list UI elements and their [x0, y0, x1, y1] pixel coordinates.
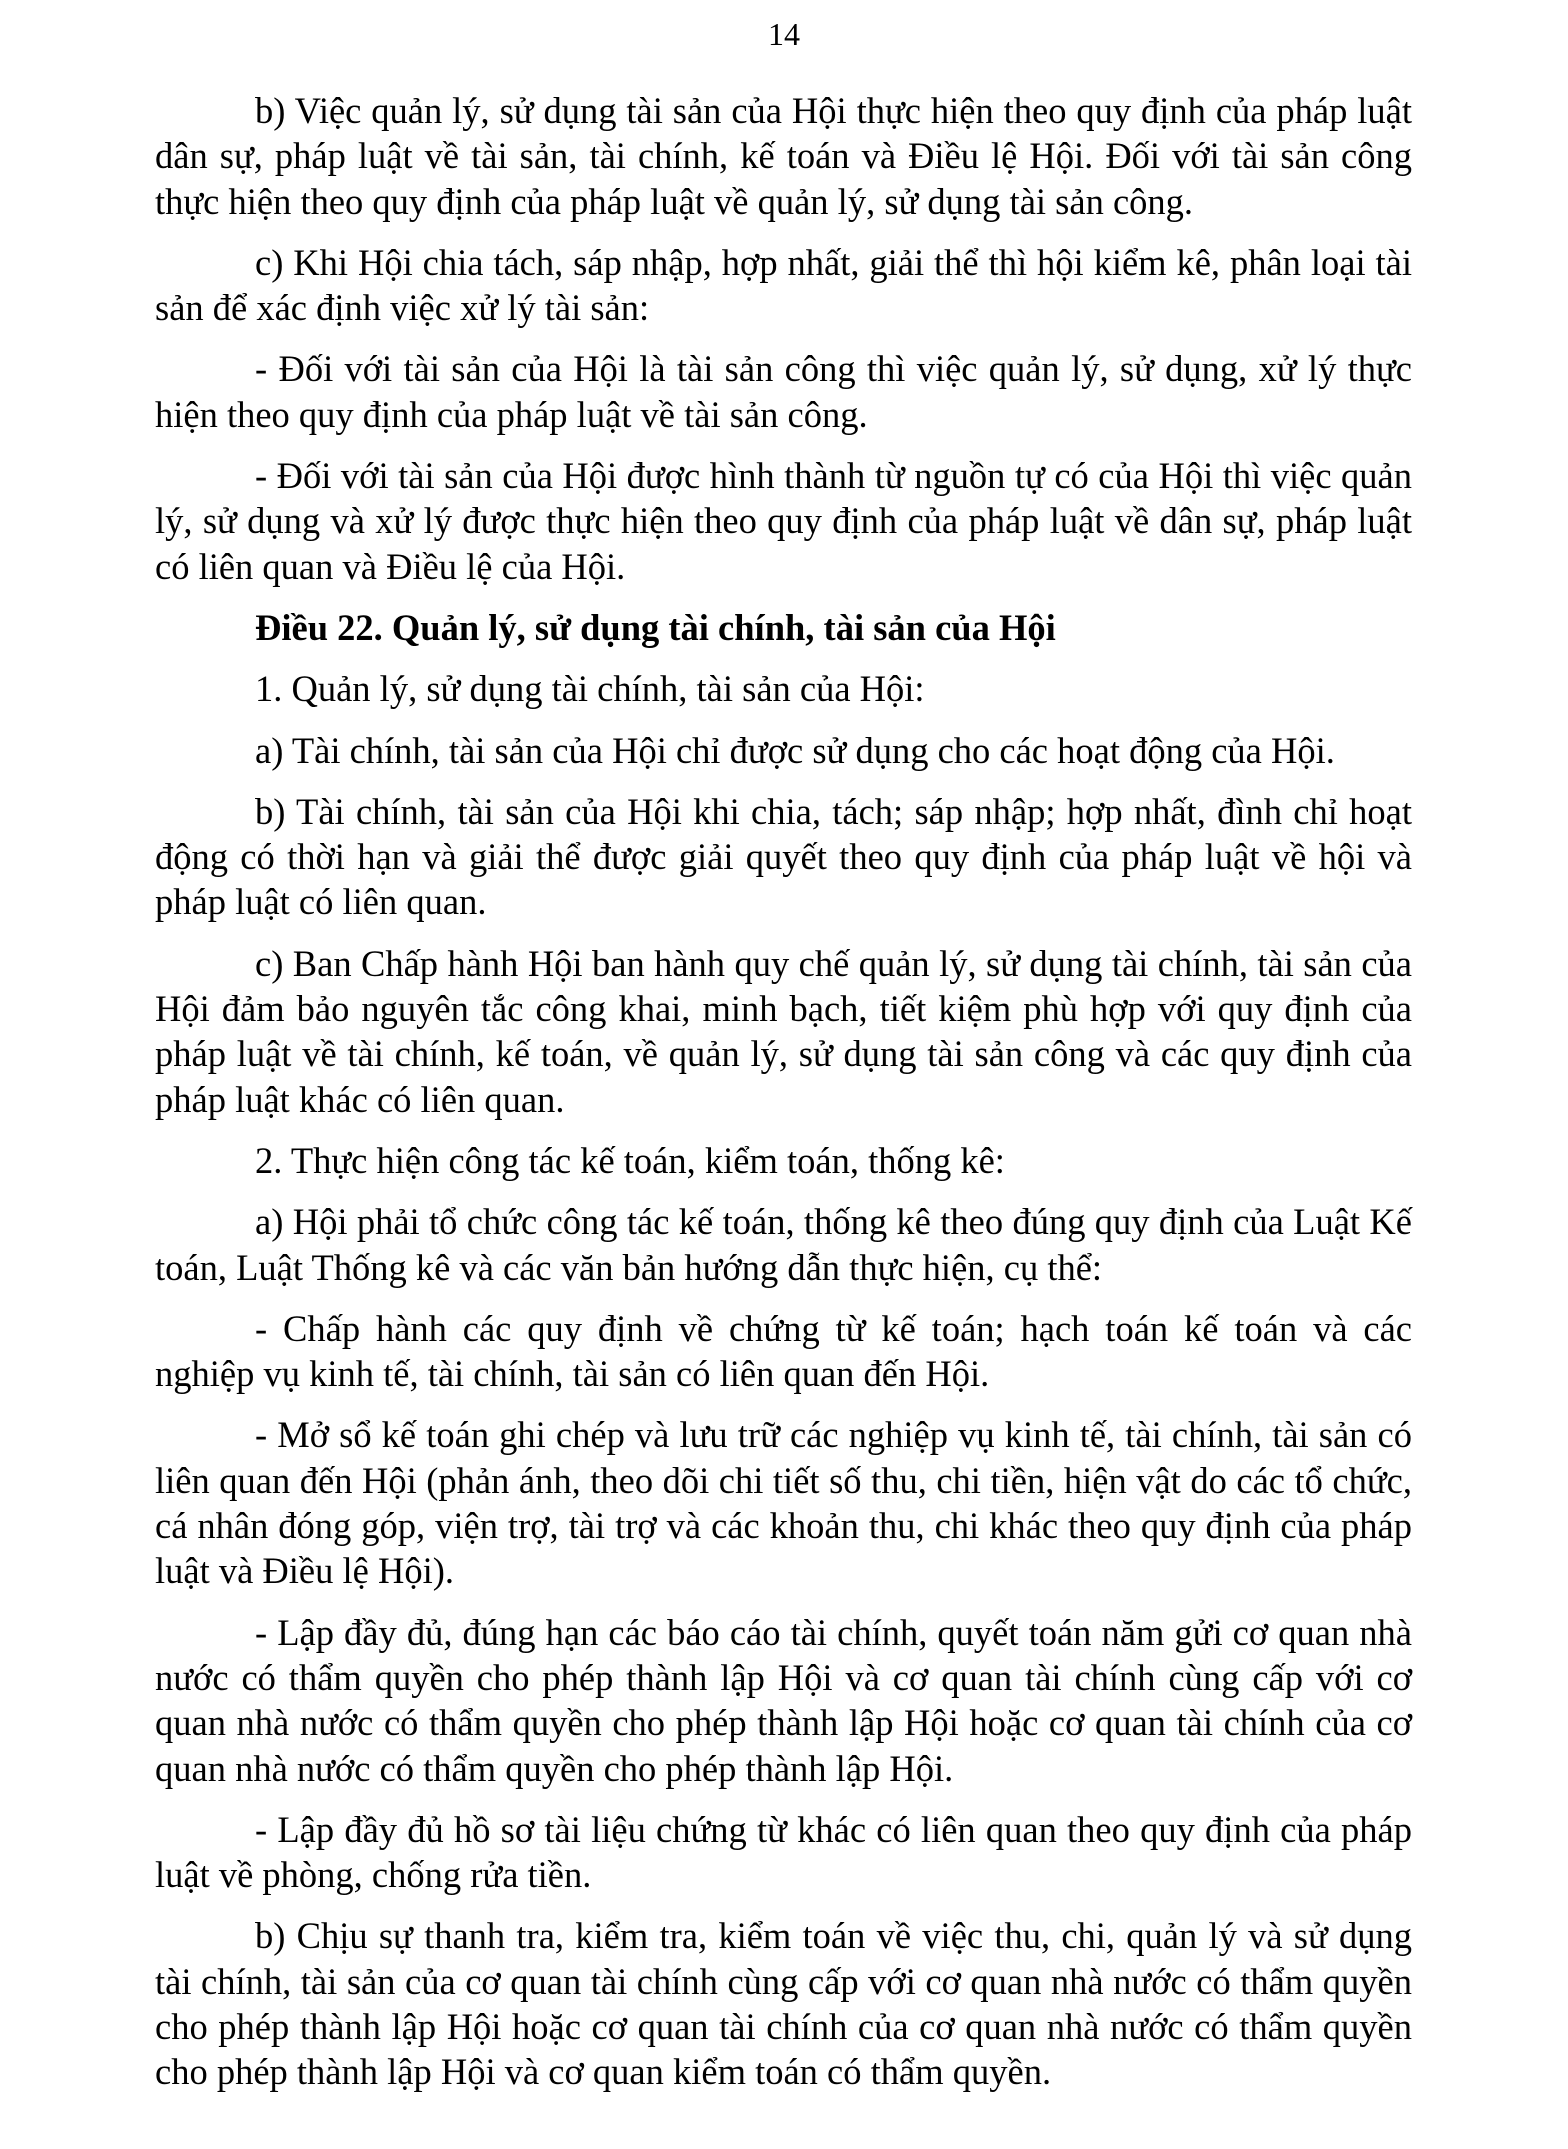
paragraph: b) Chịu sự thanh tra, kiểm tra, kiểm toán về việc thu, chi, quản lý và sử dụng tài chính, tài sản của cơ quan tài chính cùng cấp với cơ quan nhà nước có thẩm quyền cho phép thành lập Hội hoặc cơ quan tài chính của cơ quan nhà nước có thẩm quyền cho phép thành lập Hội và cơ quan kiểm toán có thẩm quyền.	[155, 1915, 1412, 2093]
paragraph: b) Tài chính, tài sản của Hội khi chia, tách; sáp nhập; hợp nhất, đình chỉ hoạt động có thời hạn và giải thể được giải quyết theo quy định của pháp luật về hội và pháp luật có liên quan.	[155, 790, 1412, 923]
paragraph: - Lập đầy đủ hồ sơ tài liệu chứng từ khác có liên quan theo quy định của pháp luật về phòng, chống rửa tiền.	[155, 1808, 1412, 1896]
paragraph: - Chấp hành các quy định về chứng từ kế toán; hạch toán kế toán và các nghiệp vụ kinh tế, tài chính, tài sản có liên quan đến Hội.	[155, 1307, 1412, 1395]
document-body	[155, 88, 1412, 2111]
paragraph: a) Tài chính, tài sản của Hội chỉ được sử dụng cho các hoạt động của Hội.	[255, 729, 1335, 771]
paragraph: - Đối với tài sản của Hội được hình thành từ nguồn tự có của Hội thì việc quản lý, sử dụng và xử lý được thực hiện theo quy định của pháp luật về dân sự, pháp luật có liên quan và Điều lệ của Hội.	[155, 455, 1412, 587]
paragraph: - Lập đầy đủ, đúng hạn các báo cáo tài chính, quyết toán năm gửi cơ quan nhà nước có thẩm quyền cho phép thành lập Hội và cơ quan tài chính cùng cấp với cơ quan nhà nước có thẩm quyền cho phép thành lập Hội hoặc cơ quan tài chính của cơ quan nhà nước có thẩm quyền cho phép thành lập Hội.	[155, 1611, 1412, 1789]
paragraph: a) Hội phải tổ chức công tác kế toán, thống kê theo đúng quy định của Luật Kế toán, Luật Thống kê và các văn bản hướng dẫn thực hiện, cụ thể:	[155, 1201, 1412, 1288]
paragraph: - Đối với tài sản của Hội là tài sản công thì việc quản lý, sử dụng, xử lý thực hiện theo quy định của pháp luật về tài sản công.	[155, 348, 1412, 435]
page-number: 14	[768, 16, 800, 52]
paragraph: 2. Thực hiện công tác kế toán, kiểm toán, thống kê:	[255, 1139, 1005, 1181]
article-heading: Điều 22. Quản lý, sử dụng tài chính, tài sản của Hội	[255, 606, 1056, 648]
paragraph: - Mở sổ kế toán ghi chép và lưu trữ các nghiệp vụ kinh tế, tài chính, tài sản có liên quan đến Hội (phản ánh, theo dõi chi tiết số thu, chi tiền, hiện vật do các tổ chức, cá nhân đóng góp, viện trợ, tài trợ và các khoản thu, chi khác theo quy định của pháp luật và Điều lệ Hội).	[155, 1414, 1412, 1592]
paragraph: c) Ban Chấp hành Hội ban hành quy chế quản lý, sử dụng tài chính, tài sản của Hội đảm bảo nguyên tắc công khai, minh bạch, tiết kiệm phù hợp với quy định của pháp luật về tài chính, kế toán, về quản lý, sử dụng tài sản công và các quy định của pháp luật khác có liên quan.	[155, 942, 1412, 1120]
paragraph: c) Khi Hội chia tách, sáp nhập, hợp nhất, giải thể thì hội kiểm kê, phân loại tài sản để xác định việc xử lý tài sản:	[155, 241, 1412, 329]
paragraph: b) Việc quản lý, sử dụng tài sản của Hội thực hiện theo quy định của pháp luật dân sự, pháp luật về tài sản, tài chính, kế toán và Điều lệ Hội. Đối với tài sản công thực hiện theo quy định của pháp luật về quản lý, sử dụng tài sản công.	[155, 90, 1412, 222]
paragraph: 1. Quản lý, sử dụng tài chính, tài sản của Hội:	[255, 668, 925, 710]
